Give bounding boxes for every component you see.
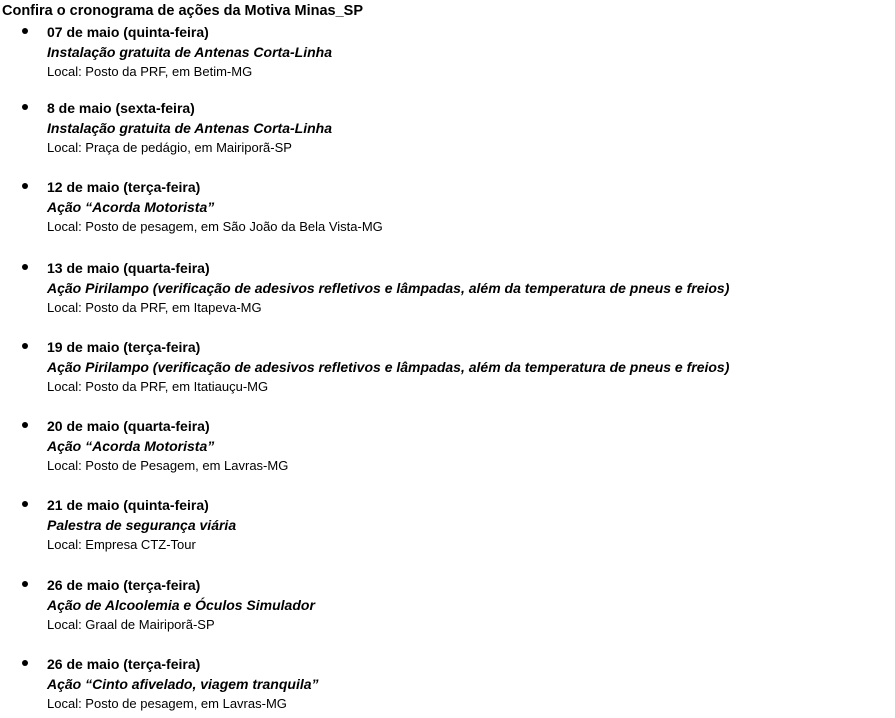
bullet-icon (22, 660, 28, 666)
event-action: Ação “Acorda Motorista” (47, 438, 215, 454)
event-action: Ação Pirilampo (verificação de adesivos refletivos e lâmpadas, além da temperatura de pneus e freios) (47, 359, 730, 375)
bullet-icon (22, 183, 28, 189)
event-action: Ação “Acorda Motorista” (47, 199, 215, 215)
event-location: Local: Posto de Pesagem, em Lavras-MG (47, 458, 289, 473)
event-location: Local: Posto de pesagem, em Lavras-MG (47, 696, 287, 711)
schedule-item (47, 337, 887, 397)
event-date: 21 de maio (quinta-feira) (47, 497, 209, 513)
event-location: Local: Praça de pedágio, em Mairiporã-SP (47, 140, 292, 155)
event-date: 07 de maio (quinta-feira) (47, 24, 209, 40)
bullet-icon (22, 264, 28, 270)
bullet-icon (22, 581, 28, 587)
event-action: Instalação gratuita de Antenas Corta-Linha (47, 44, 332, 60)
bullet-icon (22, 501, 28, 507)
bullet-icon (22, 343, 28, 349)
event-date: 26 de maio (terça-feira) (47, 656, 201, 672)
event-location: Local: Posto da PRF, em Betim-MG (47, 64, 253, 79)
schedule-item (47, 495, 887, 555)
schedule-item (47, 416, 887, 476)
event-location: Local: Graal de Mairiporã-SP (47, 617, 215, 632)
event-date: 20 de maio (quarta-feira) (47, 418, 210, 434)
event-action: Palestra de segurança viária (47, 517, 237, 533)
event-action: Ação de Alcoolemia e Óculos Simulador (47, 597, 315, 613)
schedule-item (47, 258, 887, 318)
event-action: Ação “Cinto afivelado, viagem tranquila” (47, 676, 319, 692)
event-date: 19 de maio (terça-feira) (47, 339, 201, 355)
event-date: 26 de maio (terça-feira) (47, 577, 201, 593)
bullet-icon (22, 104, 28, 110)
schedule-item (47, 98, 887, 158)
event-location: Local: Empresa CTZ-Tour (47, 537, 196, 552)
event-date: 8 de maio (sexta-feira) (47, 100, 195, 116)
bullet-icon (22, 28, 28, 34)
event-location: Local: Posto da PRF, em Itatiauçu-MG (47, 379, 269, 394)
event-location: Local: Posto da PRF, em Itapeva-MG (47, 300, 262, 315)
schedule-item (47, 654, 887, 714)
schedule-item (47, 22, 887, 82)
bullet-icon (22, 422, 28, 428)
event-action: Instalação gratuita de Antenas Corta-Linha (47, 120, 332, 136)
event-date: 12 de maio (terça-feira) (47, 179, 201, 195)
schedule-item (47, 575, 887, 635)
event-location: Local: Posto de pesagem, em São João da Bela Vista-MG (47, 219, 383, 234)
event-action: Ação Pirilampo (verificação de adesivos refletivos e lâmpadas, além da temperatura de pneus e freios) (47, 280, 730, 296)
page-heading: Confira o cronograma de ações da Motiva Minas_SP (2, 3, 363, 19)
event-date: 13 de maio (quarta-feira) (47, 260, 210, 276)
schedule-item (47, 177, 887, 237)
